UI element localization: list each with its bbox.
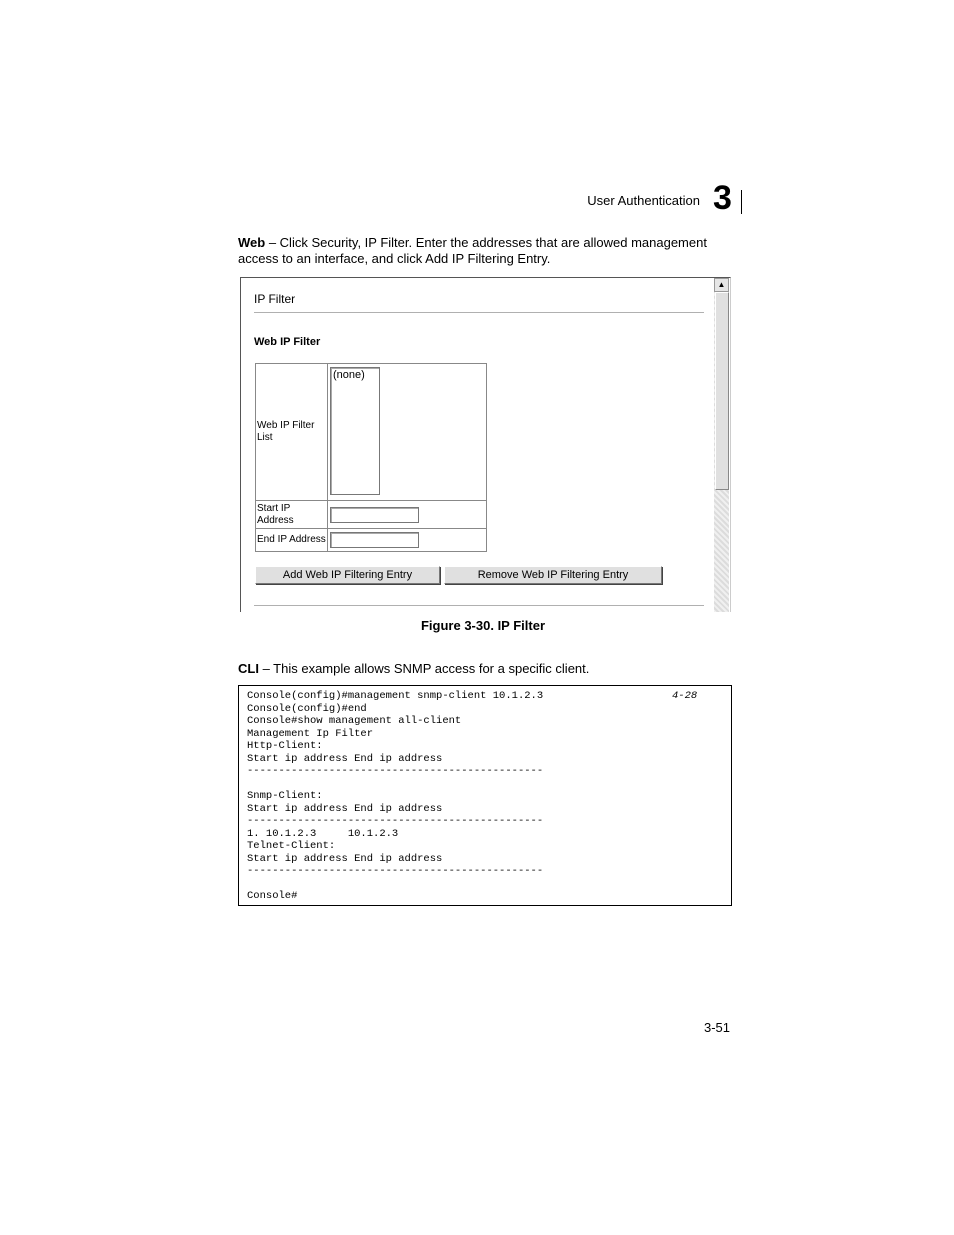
list-item[interactable]: (none)	[333, 369, 365, 381]
list-cell	[328, 364, 486, 500]
cli-code: Console(config)#management snmp-client 10.1.2.3 Console(config)#end Console#show management all-client Management Ip Filter Http-Client: Start ip address End ip address ----------------------------------------------- Snmp-Client: Start ip address End ip address ----------------------------------------------- 1. 10.1.2.3 10.1.2.3 Telnet-Client: Start ip address End ip address ----------------------------------------------- Console#	[247, 690, 544, 902]
title-divider	[254, 312, 704, 313]
add-filter-entry-button[interactable]: Add Web IP Filtering Entry	[255, 566, 440, 584]
end-ip-row	[256, 529, 486, 551]
chapter-divider	[741, 190, 742, 214]
remove-filter-entry-button[interactable]: Remove Web IP Filtering Entry	[444, 566, 662, 584]
section-title: Web IP Filter	[254, 336, 321, 348]
start-ip-cell	[328, 501, 486, 528]
ip-filter-screenshot	[240, 277, 731, 612]
list-row	[256, 364, 486, 501]
page-title: IP Filter	[254, 292, 296, 306]
page-number: 3-51	[703, 1020, 730, 1035]
cli-lead: CLI	[238, 661, 259, 676]
vertical-scrollbar[interactable]	[714, 278, 729, 612]
web-text: – Click Security, IP Filter. Enter the addresses that are allowed management access to an interface, and click Add IP Filtering Entry.	[238, 235, 707, 266]
end-ip-cell	[328, 529, 486, 551]
web-ip-filter-listbox[interactable]	[330, 367, 380, 495]
scroll-up-icon[interactable]: ▲	[714, 278, 729, 292]
cli-example-box	[238, 685, 732, 906]
end-ip-label: End IP Address	[256, 529, 328, 551]
figure-caption: Figure 3-30. IP Filter	[420, 618, 546, 633]
start-ip-label: Start IP Address	[256, 501, 328, 528]
running-header: User Authentication	[587, 193, 700, 208]
scroll-thumb[interactable]	[715, 292, 729, 490]
bottom-divider	[254, 605, 704, 606]
cli-instructions	[238, 661, 728, 677]
list-label: Web IP Filter List	[256, 364, 328, 500]
start-ip-row	[256, 501, 486, 529]
start-ip-input[interactable]	[330, 507, 419, 523]
web-ip-filter-form	[255, 363, 487, 552]
web-lead: Web	[238, 235, 266, 250]
chapter-number: 3	[713, 179, 732, 217]
cli-page-reference: 4-28	[672, 690, 698, 702]
end-ip-input[interactable]	[330, 532, 419, 548]
cli-text: – This example allows SNMP access for a specific client.	[258, 661, 590, 676]
web-instructions	[238, 235, 728, 267]
